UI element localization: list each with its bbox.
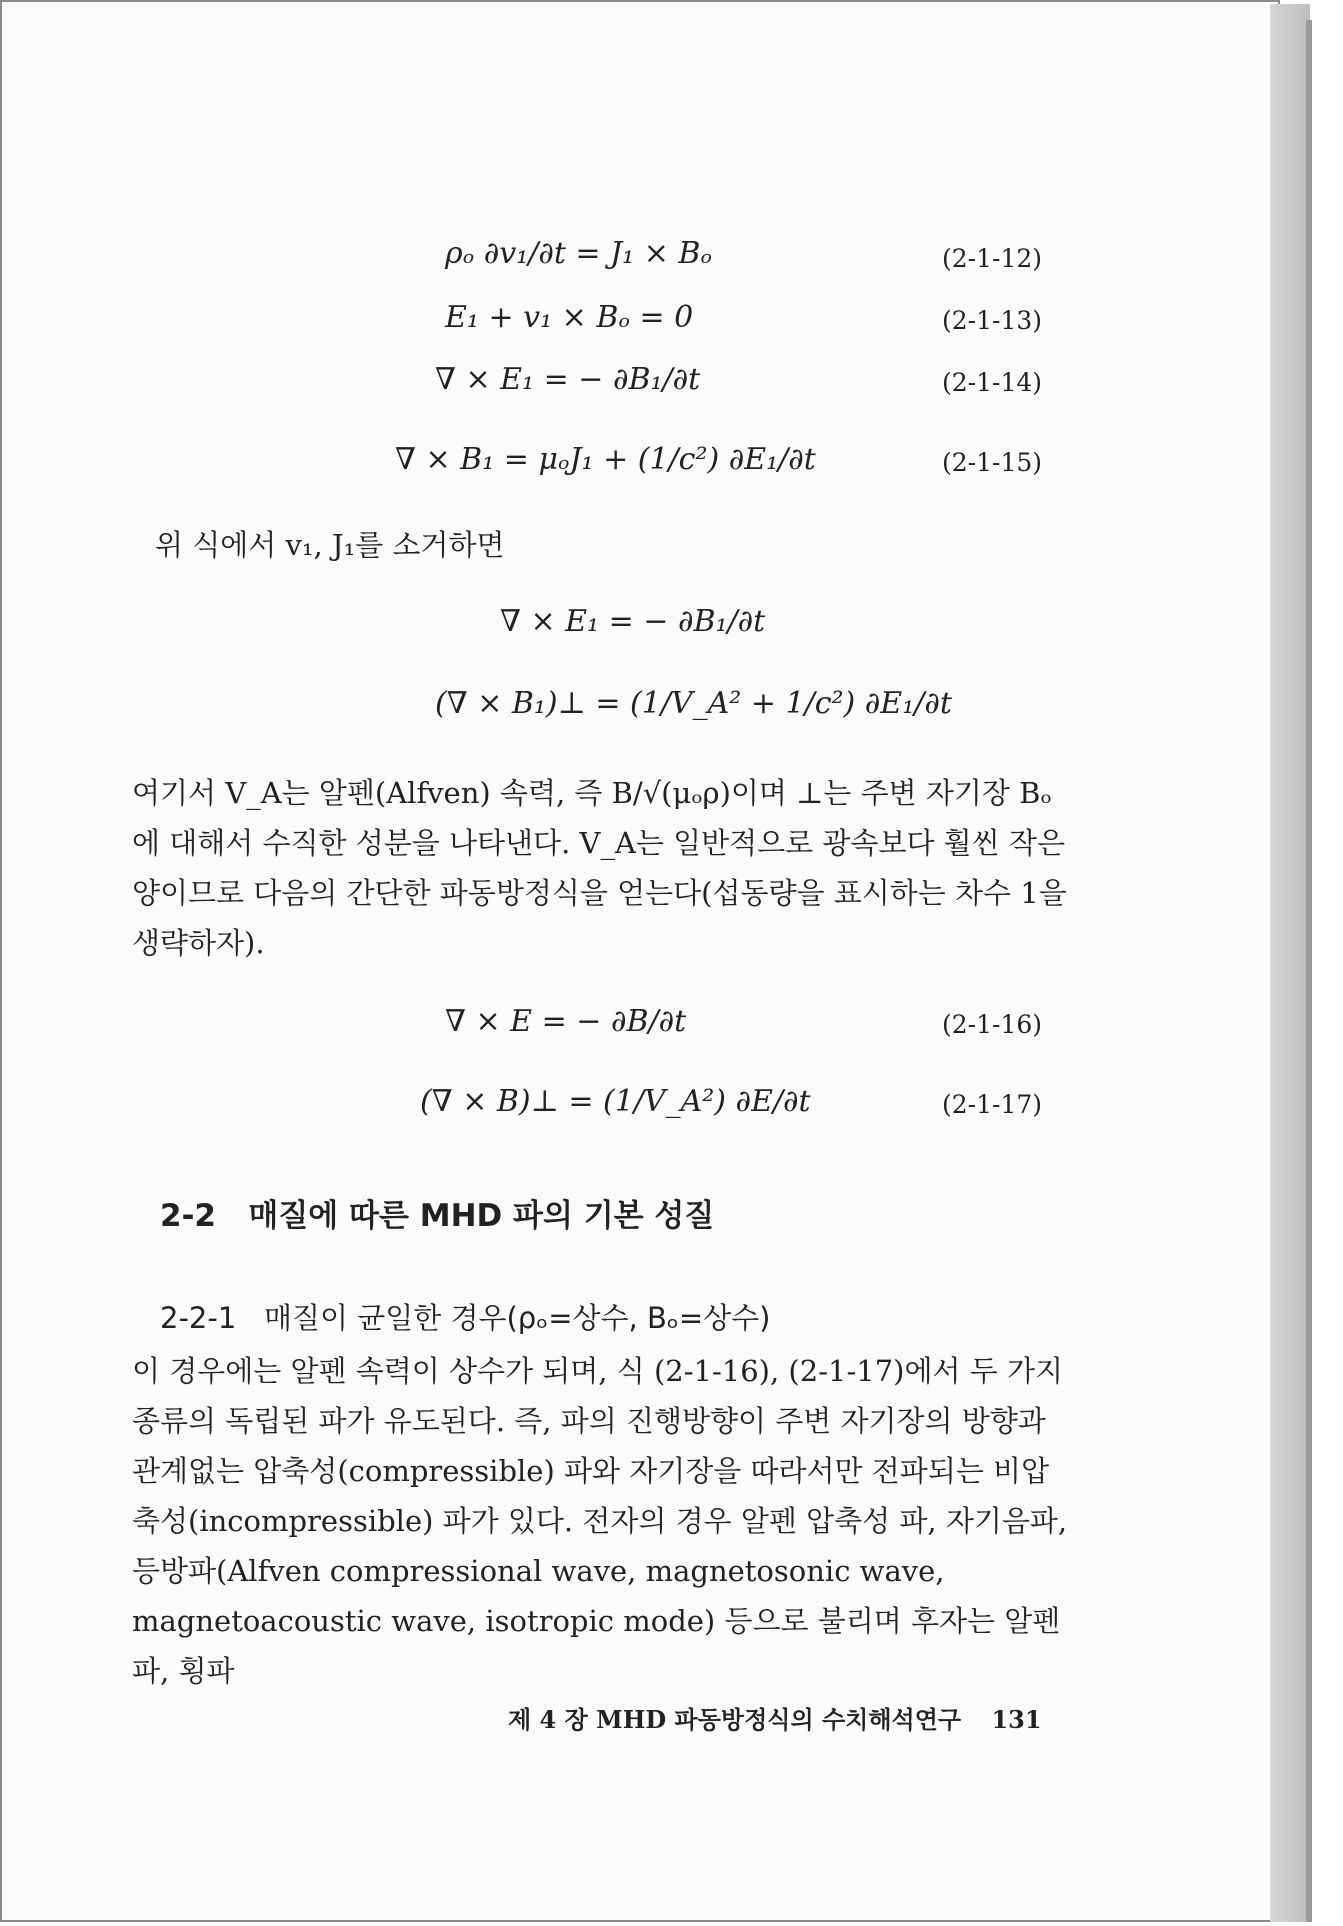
section-heading [160, 1190, 714, 1235]
derived-equation-1: ∇ × E₁ = − ∂B₁/∂t [500, 604, 766, 639]
subsection-heading [160, 1296, 771, 1337]
equation-2-1-15: ∇ × B₁ = μₒJ₁ + (1/c²) ∂E₁/∂t [395, 442, 816, 477]
equation-number: (2-1-14) [942, 368, 1043, 397]
page-edge-shadow [1270, 4, 1310, 1922]
equation-2-1-12: ρₒ ∂v₁/∂t = J₁ × Bₒ [445, 236, 712, 271]
equation-2-1-17: (∇ × B)⊥ = (1/V_A²) ∂E/∂t [420, 1084, 811, 1119]
eliminate-text: 위 식에서 v₁, J₁를 소거하면 [155, 528, 505, 562]
equation-number: (2-1-16) [942, 1010, 1043, 1039]
paragraph-alfven-speed: 여기서 V_A는 알펜(Alfven) 속력, 즉 B/√(μₒρ)이며 ⊥는 주변 자기장 Bₒ에 대해서 수직한 성분을 나타낸다. V_A는 일반적으로 광속보다 훨씬 작은 양이므로 다음의 간단한 파동방정식을 얻는다(섭동량을 표시하는 차수 1을 생략하자). [132, 776, 1067, 960]
subsection-number: 2-2-1 [160, 1301, 237, 1335]
section-title: 매질에 따른 MHD 파의 기본 성질 [248, 1198, 715, 1234]
equation-number: (2-1-13) [942, 306, 1043, 335]
paragraph-wave-types: 이 경우에는 알펜 속력이 상수가 되며, 식 (2-1-16), (2-1-17)에서 두 가지 종류의 독립된 파가 유도된다. 즉, 파의 진행방향이 주변 자기장의 방향과 관계없는 압축성(compressible) 파와 자기장을 따라서만 전파되는 비압축성(incompressible) 파가 있다. 전자의 경우 알펜 압축성 파, 자기음파, 등방파(Alfven compressional wave, magnetosonic wave, magnetoacoustic wave, isotropic mode) 등으로 불리며 후자는 알펜파, 횡파 [132, 1354, 1068, 1688]
equation-2-1-14: ∇ × E₁ = − ∂B₁/∂t [435, 362, 701, 397]
subsection-title: 매질이 균일한 경우(ρₒ=상수, Bₒ=상수) [263, 1301, 771, 1335]
equation-number: (2-1-12) [942, 244, 1043, 273]
equation-number: (2-1-15) [942, 448, 1043, 477]
derived-equation-2: (∇ × B₁)⊥ = (1/V_A² + 1/c²) ∂E₁/∂t [435, 686, 952, 721]
page-footer [508, 1700, 1042, 1735]
section-number: 2-2 [160, 1198, 217, 1234]
page-number: 131 [991, 1705, 1042, 1734]
chapter-title: 제 4 장 MHD 파동방정식의 수치해석연구 [508, 1705, 962, 1734]
equation-number: (2-1-17) [942, 1090, 1043, 1119]
equation-2-1-16: ∇ × E = − ∂B/∂t [445, 1004, 687, 1039]
page-edge-line [1306, 20, 1312, 1922]
equation-2-1-13: E₁ + v₁ × Bₒ = 0 [445, 300, 694, 335]
